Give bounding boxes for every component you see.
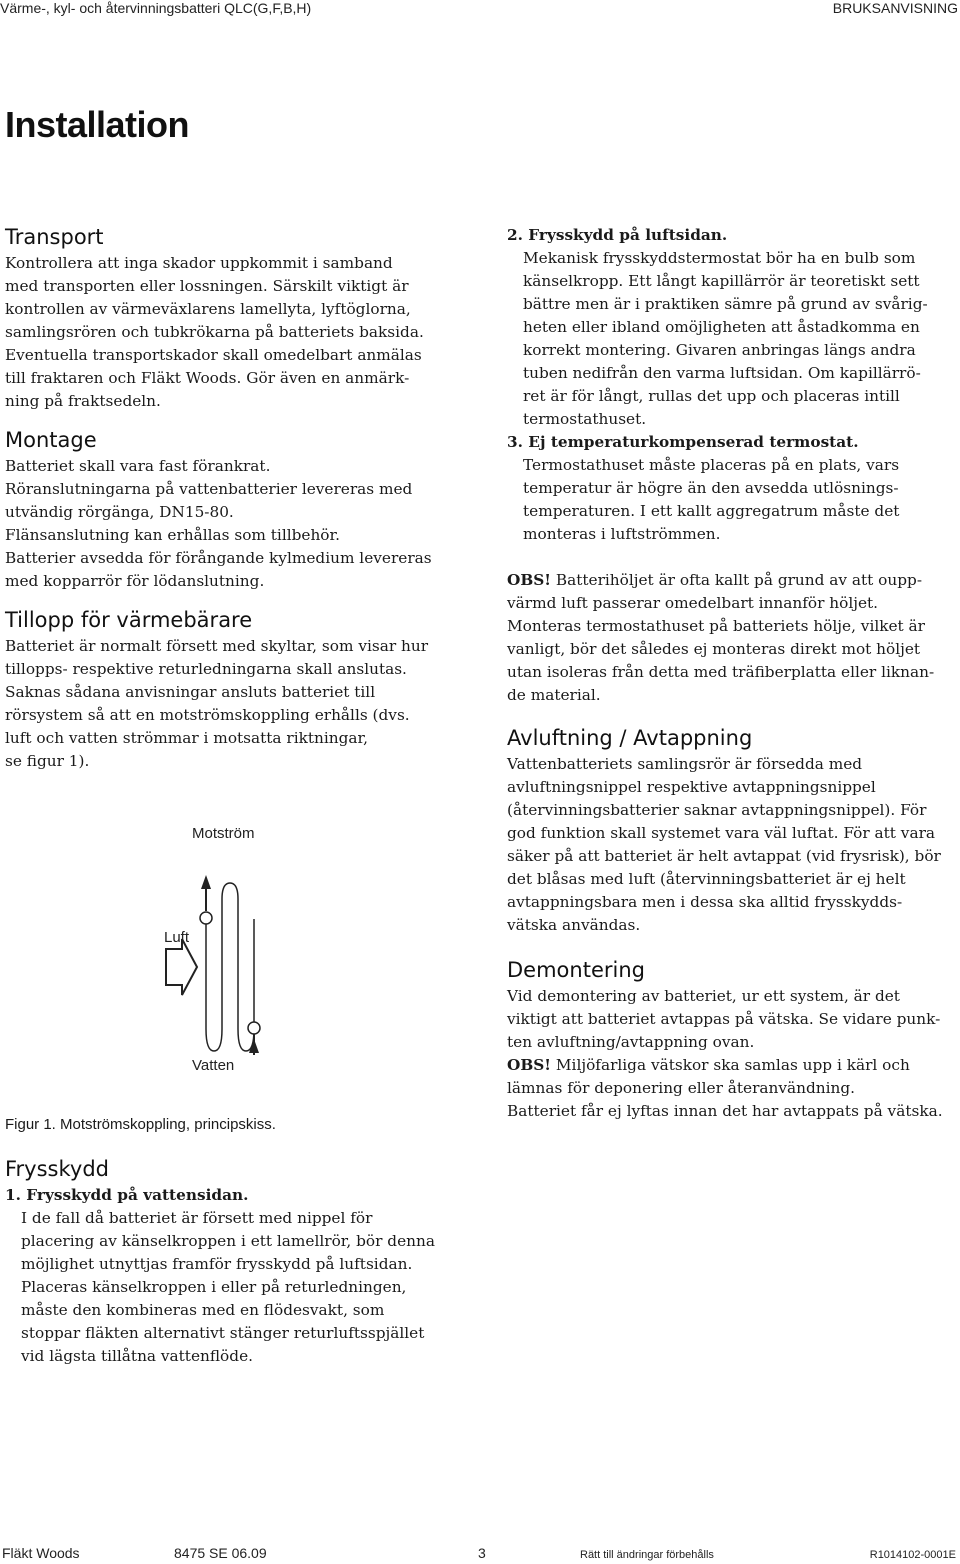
paragraph-line: se figur 1). <box>5 752 90 770</box>
figure-counterflow <box>0 815 480 1135</box>
paragraph-line: temperaturen. I ett kallt aggregatrum måste det <box>523 502 900 520</box>
paragraph-line: värmd luft passerar omedelbart innanför höljet. <box>507 594 879 612</box>
paragraph-line: avtappningsbara men i dessa ska alltid frysskydds- <box>507 893 903 911</box>
step-title-text: 3. Ej temperaturkompenserad termostat. <box>507 433 859 451</box>
paragraph-line: Eventuella transportskador skall omedelbart anmälas <box>5 346 422 364</box>
obs-text: Batterihöljet är ofta kallt på grund av att oupp- <box>551 571 922 589</box>
paragraph-line: tillopps- respektive returledningarna skall anslutas. <box>5 660 407 678</box>
footer-page-number: 3 <box>478 1545 486 1561</box>
paragraph-line: de material. <box>507 686 601 704</box>
section-tillopp <box>5 607 475 773</box>
section-demontering <box>507 957 957 1123</box>
section-frysskydd <box>5 1156 480 1368</box>
paragraph-line: stoppar fläkten alternativt stänger returluftsspjället <box>21 1324 425 1342</box>
paragraph-line: kontrollen av värmeväxlarens lamellyta, lyftöglorna, <box>5 300 411 318</box>
paragraph-line: korrekt montering. Givaren anbringas längs andra <box>523 341 916 359</box>
section-heading: Transport <box>5 225 104 249</box>
obs-note <box>507 569 957 707</box>
label-vatten: Vatten <box>192 1057 235 1074</box>
footer-code: R1014102-0001E <box>869 1549 956 1561</box>
paragraph-line: vätska användas. <box>507 916 641 934</box>
paragraph-line: känselkropp. Ett långt kapillärrör är teoretiskt sett <box>523 272 920 290</box>
figure-caption: Figur 1. Motströmskoppling, principskiss. <box>5 1116 276 1133</box>
paragraph-line: Batteriet får ej lyftas innan det har avtappats på vätska. <box>507 1102 943 1120</box>
step-body <box>5 1207 480 1368</box>
step-body <box>507 454 957 546</box>
paragraph-line: heten eller ibland omöjligheten att åstadkomma en <box>523 318 920 336</box>
inflow-arrow-head-icon <box>249 1039 259 1053</box>
section-avluftning <box>507 725 957 937</box>
paragraph-line: tuben nedifrån den varma luftsidan. Om kapillärrö- <box>523 364 921 382</box>
serpentine-pipe-outer <box>206 883 254 1051</box>
footer-rights: Rätt till ändringar förbehålls <box>580 1549 714 1561</box>
step-title <box>507 431 957 454</box>
step-body <box>507 247 957 431</box>
document-header-type: BRUKSANVISNING <box>832 0 958 16</box>
paragraph-line: ret är för långt, rullas det upp och placeras intill <box>523 387 900 405</box>
paragraph-line: (återvinningsbatterier saknar avtappningsnippel). För <box>507 801 927 819</box>
paragraph-line: viktigt att batteriet avtappas på vätska. Se vidare punk- <box>507 1010 941 1028</box>
label-luft: Luft <box>164 929 190 946</box>
section-heading: Avluftning / Avtappning <box>507 726 753 750</box>
section-transport <box>5 224 475 413</box>
paragraph-line: Batterier avsedda för förångande kylmedium levereras <box>5 549 432 567</box>
obs-label: OBS! <box>507 571 552 589</box>
obs-label: OBS! <box>507 1056 552 1074</box>
section-heading: Demontering <box>507 958 645 982</box>
paragraph-line: Termostathuset måste placeras på en plats, vars <box>523 456 900 474</box>
paragraph-line: bättre men är i praktiken sämre på grund av svårig- <box>523 295 928 313</box>
paragraph-line: måste den kombineras med en flödesvakt, som <box>21 1301 385 1319</box>
outlet-nipple-icon <box>200 912 212 924</box>
paragraph-line: Röranslutningarna på vattenbatterier levereras med <box>5 480 413 498</box>
section-heading: Tillopp för värmebärare <box>5 608 253 632</box>
section-heading: Frysskydd <box>5 1157 109 1181</box>
paragraph-line: till fraktaren och Fläkt Woods. Gör även en anmärk- <box>5 369 410 387</box>
paragraph-line: Kontrollera att inga skador uppkommit i samband <box>5 254 393 272</box>
paragraph-line: lämnas för deponering eller återanvändning. <box>507 1079 856 1097</box>
air-arrow-icon <box>166 939 197 995</box>
paragraph-line: avluftningsnippel respektive avtappningsnippel <box>507 778 876 796</box>
paragraph-line: monteras i luftströmmen. <box>523 525 721 543</box>
paragraph-line: Batteriet skall vara fast förankrat. <box>5 457 271 475</box>
section-montage <box>5 427 475 593</box>
paragraph-line: termostathuset. <box>523 410 647 428</box>
step-title <box>5 1184 480 1207</box>
paragraph-line: Monteras termostathuset på batteriets hölje, vilket är <box>507 617 925 635</box>
paragraph-line: I de fall då batteriet är försett med nippel för <box>21 1209 373 1227</box>
paragraph-line: rörsystem så att en motströmskoppling erhålls (dvs. <box>5 706 410 724</box>
footer-company: Fläkt Woods <box>2 1545 80 1561</box>
section-heading: Montage <box>5 428 97 452</box>
paragraph-line: Saknas sådana anvisningar ansluts batteriet till <box>5 683 376 701</box>
paragraph-line: vanligt, bör det således ej monteras direkt mot höljet <box>507 640 921 658</box>
paragraph-line: utan isoleras från detta med träfiberplatta eller liknan- <box>507 663 935 681</box>
paragraph-line: samlingsrören och tubkrökarna på batteriets baksida. <box>5 323 424 341</box>
paragraph-line: utvändig rörgänga, DN15-80. <box>5 503 234 521</box>
paragraph-line: Mekanisk frysskyddstermostat bör ha en bulb som <box>523 249 916 267</box>
label-motstrom: Motström <box>192 825 255 842</box>
paragraph-line: säker på att batteriet är helt avtappat (vid frysrisk), bör <box>507 847 941 865</box>
footer-doc-number: 8475 SE 06.09 <box>174 1545 267 1561</box>
paragraph-line: luft och vatten strömmar i motsatta riktningar, <box>5 729 369 747</box>
paragraph-line: Vid demontering av batteriet, ur ett system, är det <box>507 987 900 1005</box>
counterflow-diagram <box>0 815 480 1135</box>
left-column <box>5 224 475 787</box>
page-title: Installation <box>5 104 190 145</box>
outflow-arrow-head-icon <box>201 875 211 889</box>
paragraph-line: möjlighet utnyttjas framför frysskydd på luftsidan. <box>21 1255 413 1273</box>
paragraph-line: placering av känselkroppen i ett lamellrör, bör denna <box>21 1232 435 1250</box>
step-title <box>507 224 957 247</box>
right-column <box>507 224 957 1137</box>
paragraph-line: god funktion skall systemet vara väl luftat. För att vara <box>507 824 935 842</box>
paragraph-line: vid lägsta tillåtna vattenflöde. <box>21 1347 253 1365</box>
paragraph-line: Vattenbatteriets samlingsrör är försedda med <box>507 755 863 773</box>
step-title-text: 2. Frysskydd på luftsidan. <box>507 226 728 244</box>
step-title-text: 1. Frysskydd på vattensidan. <box>5 1186 249 1204</box>
document-header-title: Värme-, kyl- och återvinningsbatteri QLC(G,F,B,H) <box>0 0 312 16</box>
paragraph-line: temperatur är högre än den avsedda utlösnings- <box>523 479 899 497</box>
paragraph-line: Batteriet är normalt försett med skyltar, som visar hur <box>5 637 429 655</box>
paragraph-line: Placeras känselkroppen i eller på returledningen, <box>21 1278 407 1296</box>
paragraph-line: med transporten eller lossningen. Särskilt viktigt är <box>5 277 409 295</box>
paragraph-line <box>507 1054 957 1077</box>
paragraph-line <box>507 569 957 592</box>
paragraph-line: det blåsas med luft (återvinningsbatteriet är ej helt <box>507 870 906 888</box>
paragraph-line: med kopparrör för lödanslutning. <box>5 572 265 590</box>
paragraph-line: ten avluftning/avtappning ovan. <box>507 1033 755 1051</box>
paragraph-line: Flänsanslutning kan erhållas som tillbehör. <box>5 526 341 544</box>
inlet-nipple-icon <box>248 1022 260 1034</box>
paragraph-line: ning på fraktsedeln. <box>5 392 161 410</box>
obs-text: Miljöfarliga vätskor ska samlas upp i kärl och <box>551 1056 910 1074</box>
